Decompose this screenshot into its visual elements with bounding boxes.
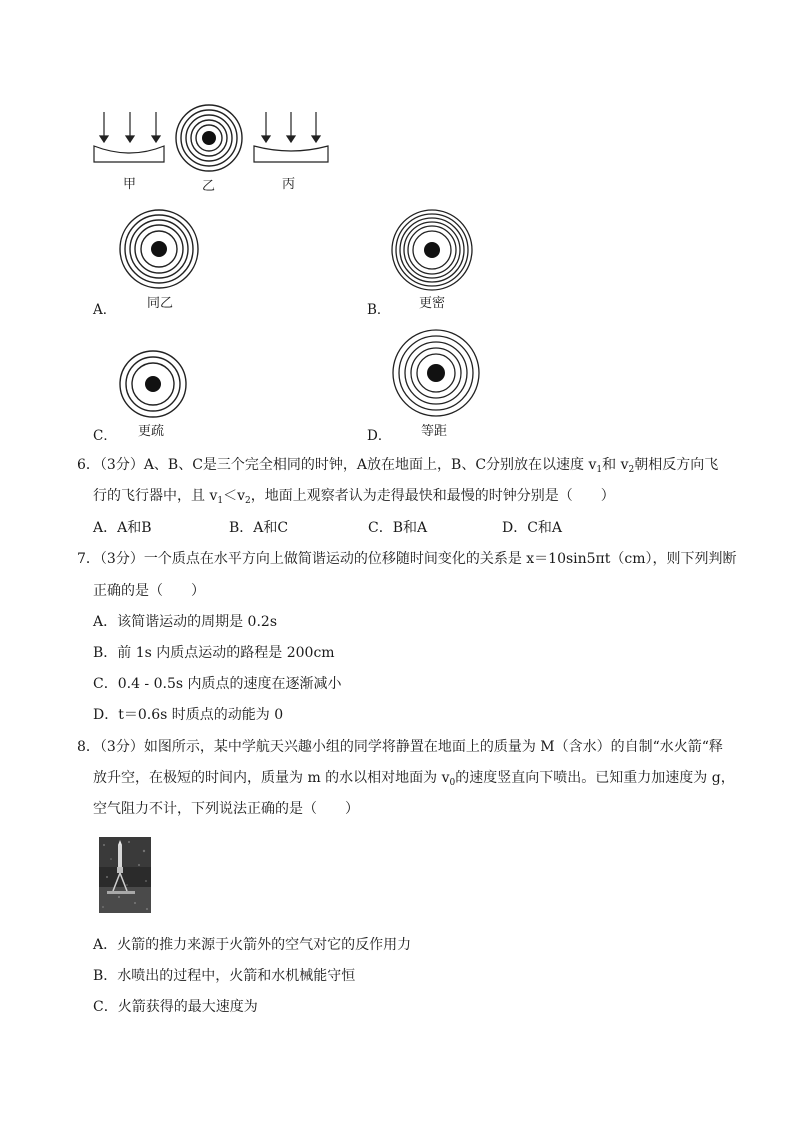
q7-option-a: A．该简谐运动的周期是 0.2s bbox=[93, 614, 278, 630]
arrows-jia bbox=[100, 112, 160, 142]
q6-stem-line1: 6．（3分）A、B、C是三个完全相同的时钟，A放在地面上，B、C分别放在以速度 $v_1$和 $v_2$朝相反方向飞 bbox=[77, 457, 719, 475]
option-a-caption: 同乙 bbox=[147, 296, 174, 311]
option-c-rings bbox=[118, 349, 188, 419]
label-jia: 甲 bbox=[123, 177, 137, 192]
lens-jia bbox=[94, 146, 164, 162]
option-d-letter: D． bbox=[367, 428, 392, 444]
q6-option-b: B．A和C bbox=[229, 520, 289, 536]
label-yi: 乙 bbox=[202, 179, 216, 194]
option-c-caption: 更疏 bbox=[138, 424, 165, 439]
q8-stem-line2: 放升空，在极短的时间内，质量为 m 的水以相对地面为 $v_0$的速度竖直向下喷出。已知重力加速度为 g， bbox=[93, 770, 735, 788]
label-bing: 丙 bbox=[282, 177, 296, 192]
q6-option-a: A．A和B bbox=[93, 520, 152, 536]
q7-option-c: C．0.4 - 0.5s 内质点的速度在逐渐减小 bbox=[93, 676, 342, 692]
q8-stem-line3: 空气阻力不计，下列说法正确的是（ ） bbox=[93, 801, 359, 817]
q7-stem-line1: 7．（3分）一个质点在水平方向上做简谐运动的位移随时间变化的关系是 x＝10sin5πt（cm），则下列判断 bbox=[77, 551, 737, 567]
q8-option-b: B．水喷出的过程中，火箭和水机械能守恒 bbox=[93, 968, 356, 984]
option-b-rings bbox=[390, 208, 474, 292]
q6-option-c: C．B和A bbox=[368, 520, 428, 536]
q8-option-a: A．火箭的推力来源于火箭外的空气对它的反作用力 bbox=[93, 937, 412, 953]
lens-bing bbox=[254, 146, 328, 162]
option-d-caption: 等距 bbox=[421, 424, 448, 439]
q8-option-c: C．火箭获得的最大速度为 bbox=[93, 999, 258, 1015]
option-a-rings bbox=[118, 208, 200, 290]
center-spot-yi bbox=[202, 131, 216, 145]
q6-stem-line2: 行的飞行器中，且 $v_1<v_2$，地面上观察者认为走得最快和最慢的时钟分别是（ ） bbox=[93, 488, 615, 506]
q6-option-d: D．C和A bbox=[502, 520, 563, 536]
option-d-rings bbox=[391, 328, 481, 418]
arrows-bing bbox=[262, 112, 320, 142]
option-b-letter: B． bbox=[367, 302, 391, 318]
option-a-letter: A． bbox=[93, 302, 117, 318]
q8-stem-line1: 8．（3分）如图所示，某中学航天兴趣小组的同学将静置在地面上的质量为 M（含水）的自制“水火箭“释 bbox=[77, 739, 723, 755]
option-b-caption: 更密 bbox=[419, 296, 446, 311]
q7-option-d: D．t＝0.6s 时质点的动能为 0 bbox=[93, 707, 284, 723]
water-rocket-photo bbox=[99, 837, 151, 913]
option-c-letter: C． bbox=[93, 428, 117, 444]
q7-option-b: B．前 1s 内质点运动的路程是 200cm bbox=[93, 645, 335, 661]
q7-stem-line2: 正确的是（ ） bbox=[93, 583, 205, 599]
